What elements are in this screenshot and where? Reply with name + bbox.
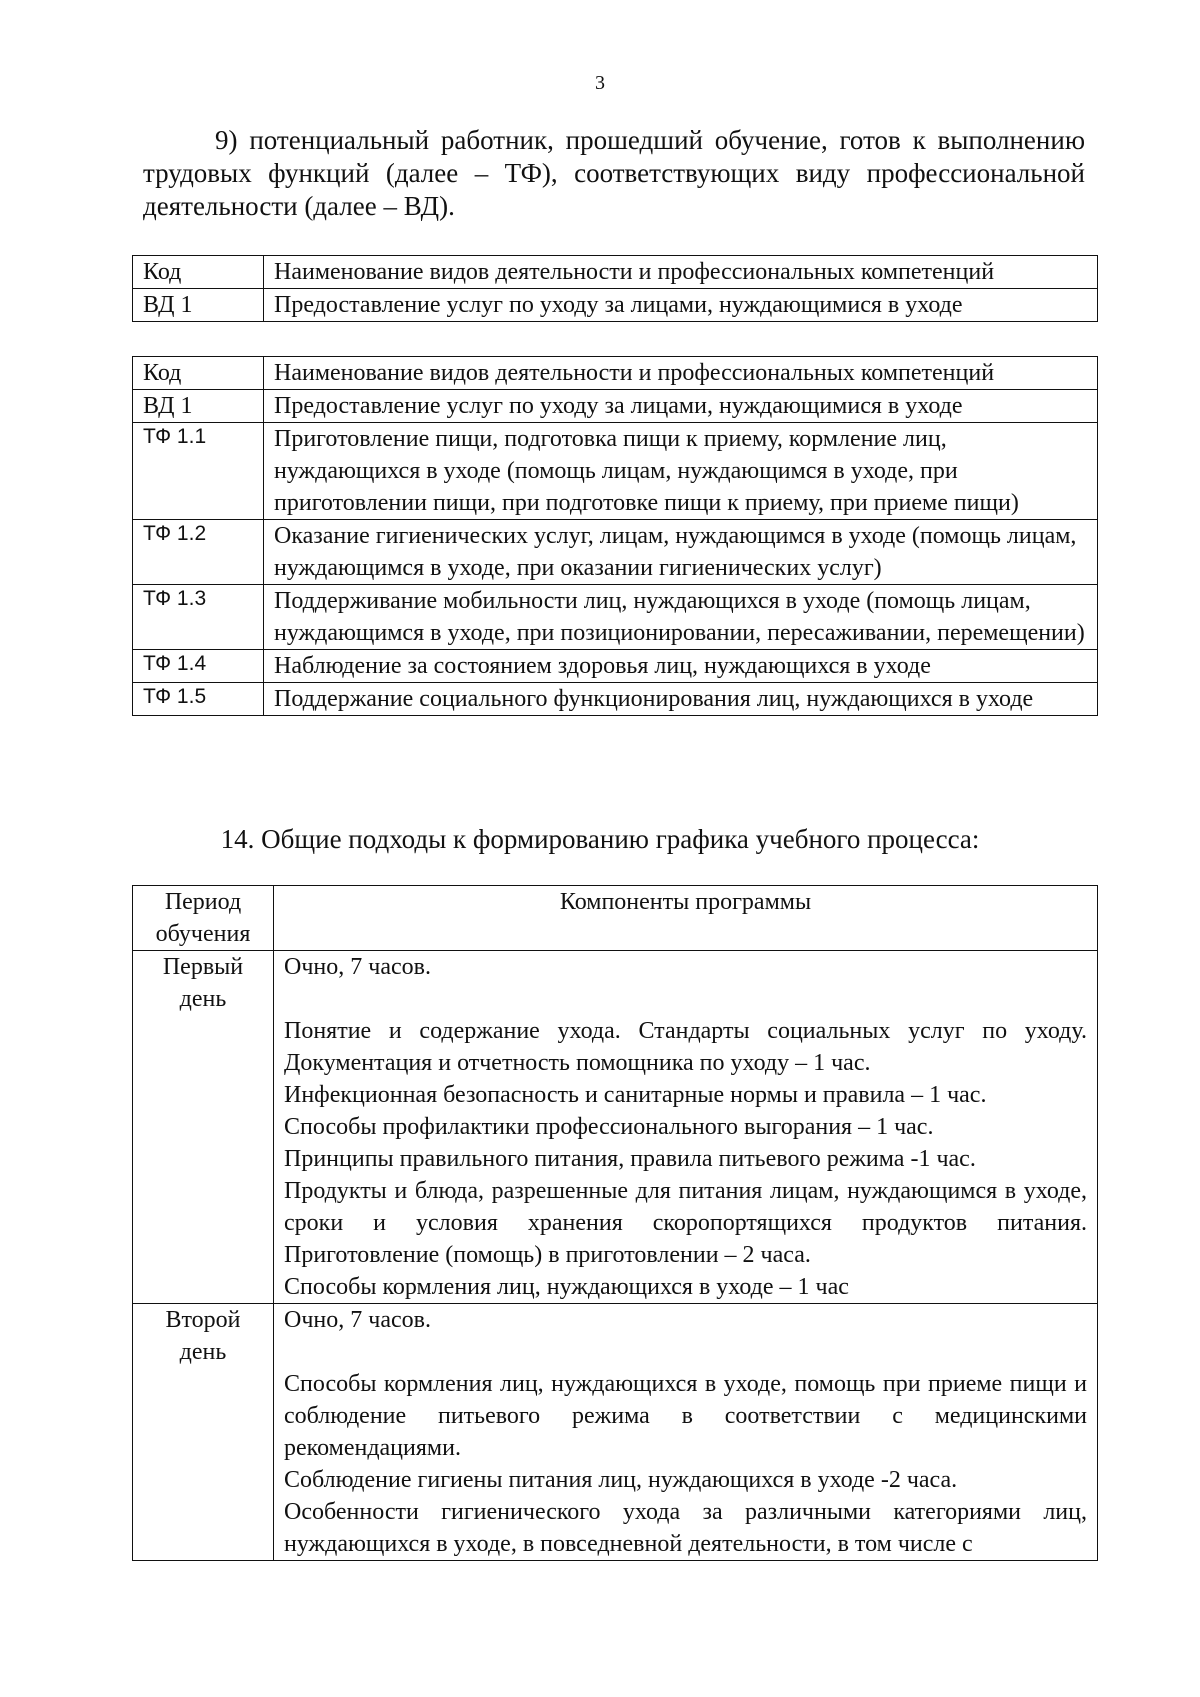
page-number: 3 [595, 72, 605, 94]
day1-format: Очно, 7 часов. [284, 954, 431, 980]
day1-item: Инфекционная безопасность и санитарные нормы и правила – 1 час. [284, 1082, 987, 1108]
day1-item: Способы кормления лиц, нуждающихся в уходе – 1 час [284, 1274, 849, 1300]
header-period: Период обучения [133, 886, 274, 951]
table-row [133, 683, 1098, 716]
header-code: Код [133, 357, 264, 390]
intro-paragraph: 9) потенциальный работник, прошедший обучение, готов к выполнению трудовых функций (далее – ТФ), соответствующих виду профессиональной деятельности (далее – ВД). [143, 125, 1085, 221]
table-row [133, 390, 1098, 423]
spacer [284, 983, 1087, 1015]
table-row [133, 520, 1098, 585]
row-name: Предоставление услуг по уходу за лицами, нуждающимися в уходе [264, 390, 1098, 423]
activity-table-full [132, 356, 1098, 716]
table-row [133, 650, 1098, 683]
table-header-row [133, 256, 1098, 289]
row-code: ВД 1 [133, 390, 264, 423]
table-header-row [133, 886, 1098, 951]
day2-format: Очно, 7 часов. [284, 1307, 431, 1333]
row-name: Предоставление услуг по уходу за лицами, нуждающимися в уходе [264, 289, 1098, 322]
day2-item: Особенности гигиенического ухода за различными категориями лиц, нуждающихся в уходе, в повседневной деятельности, в том числе с [284, 1499, 1087, 1557]
day2-item: Способы кормления лиц, нуждающихся в уходе, помощь при приеме пищи и соблюдение питьевого режима в соответствии с медицинскими рекомендациями. [284, 1371, 1087, 1461]
spacer [284, 1336, 1087, 1368]
row-name: Приготовление пищи, подготовка пищи к приему, кормление лиц, нуждающихся в уходе (помощь лицам, нуждающимся в уходе, при приготовлении пищи, при подготовке пищи к приему, при приеме пищи) [264, 423, 1098, 520]
table-row [133, 289, 1098, 322]
row-name: Наблюдение за состоянием здоровья лиц, нуждающихся в уходе [264, 650, 1098, 683]
table-row [133, 1304, 1098, 1561]
header-components: Компоненты программы [274, 886, 1098, 951]
section-heading: 14. Общие подходы к формированию графика учебного процесса: [220, 824, 980, 854]
table-row [133, 423, 1098, 520]
row-name: Поддержание социального функционирования лиц, нуждающихся в уходе [264, 683, 1098, 716]
schedule-table [132, 885, 1098, 1561]
day2-item: Соблюдение гигиены питания лиц, нуждающихся в уходе -2 часа. [284, 1467, 958, 1493]
header-name: Наименование видов деятельности и профессиональных компетенций [264, 256, 1098, 289]
day1-item: Продукты и блюда, разрешенные для питания лицам, нуждающимся в уходе, сроки и условия хранения скоропортящихся продуктов питания. Приготовление (помощь) в приготовлении – 2 часа. [284, 1178, 1087, 1268]
activity-table-short [132, 255, 1098, 322]
row-code: ТФ 1.5 [133, 683, 264, 716]
day1-item: Способы профилактики профессионального выгорания – 1 час. [284, 1114, 934, 1140]
row-code: ВД 1 [133, 289, 264, 322]
row-code: ТФ 1.1 [133, 423, 264, 520]
day1-period: Первый день [133, 951, 274, 1304]
row-code: ТФ 1.4 [133, 650, 264, 683]
row-code: ТФ 1.3 [133, 585, 264, 650]
table-row [133, 951, 1098, 1304]
header-name: Наименование видов деятельности и профессиональных компетенций [264, 357, 1098, 390]
row-name: Поддерживание мобильности лиц, нуждающихся в уходе (помощь лицам, нуждающимся в уходе, при позиционировании, пересаживании, перемещении) [264, 585, 1098, 650]
day1-content [274, 951, 1098, 1304]
table-header-row [133, 357, 1098, 390]
table-row [133, 585, 1098, 650]
row-name: Оказание гигиенических услуг, лицам, нуждающимся в уходе (помощь лицам, нуждающимся в уходе, при оказании гигиенических услуг) [264, 520, 1098, 585]
row-code: ТФ 1.2 [133, 520, 264, 585]
day2-period: Второй день [133, 1304, 274, 1561]
header-code: Код [133, 256, 264, 289]
day1-item: Понятие и содержание ухода. Стандарты социальных услуг по уходу. Документация и отчетность помощника по уходу – 1 час. [284, 1018, 1087, 1076]
day1-item: Принципы правильного питания, правила питьевого режима -1 час. [284, 1146, 976, 1172]
day2-content [274, 1304, 1098, 1561]
